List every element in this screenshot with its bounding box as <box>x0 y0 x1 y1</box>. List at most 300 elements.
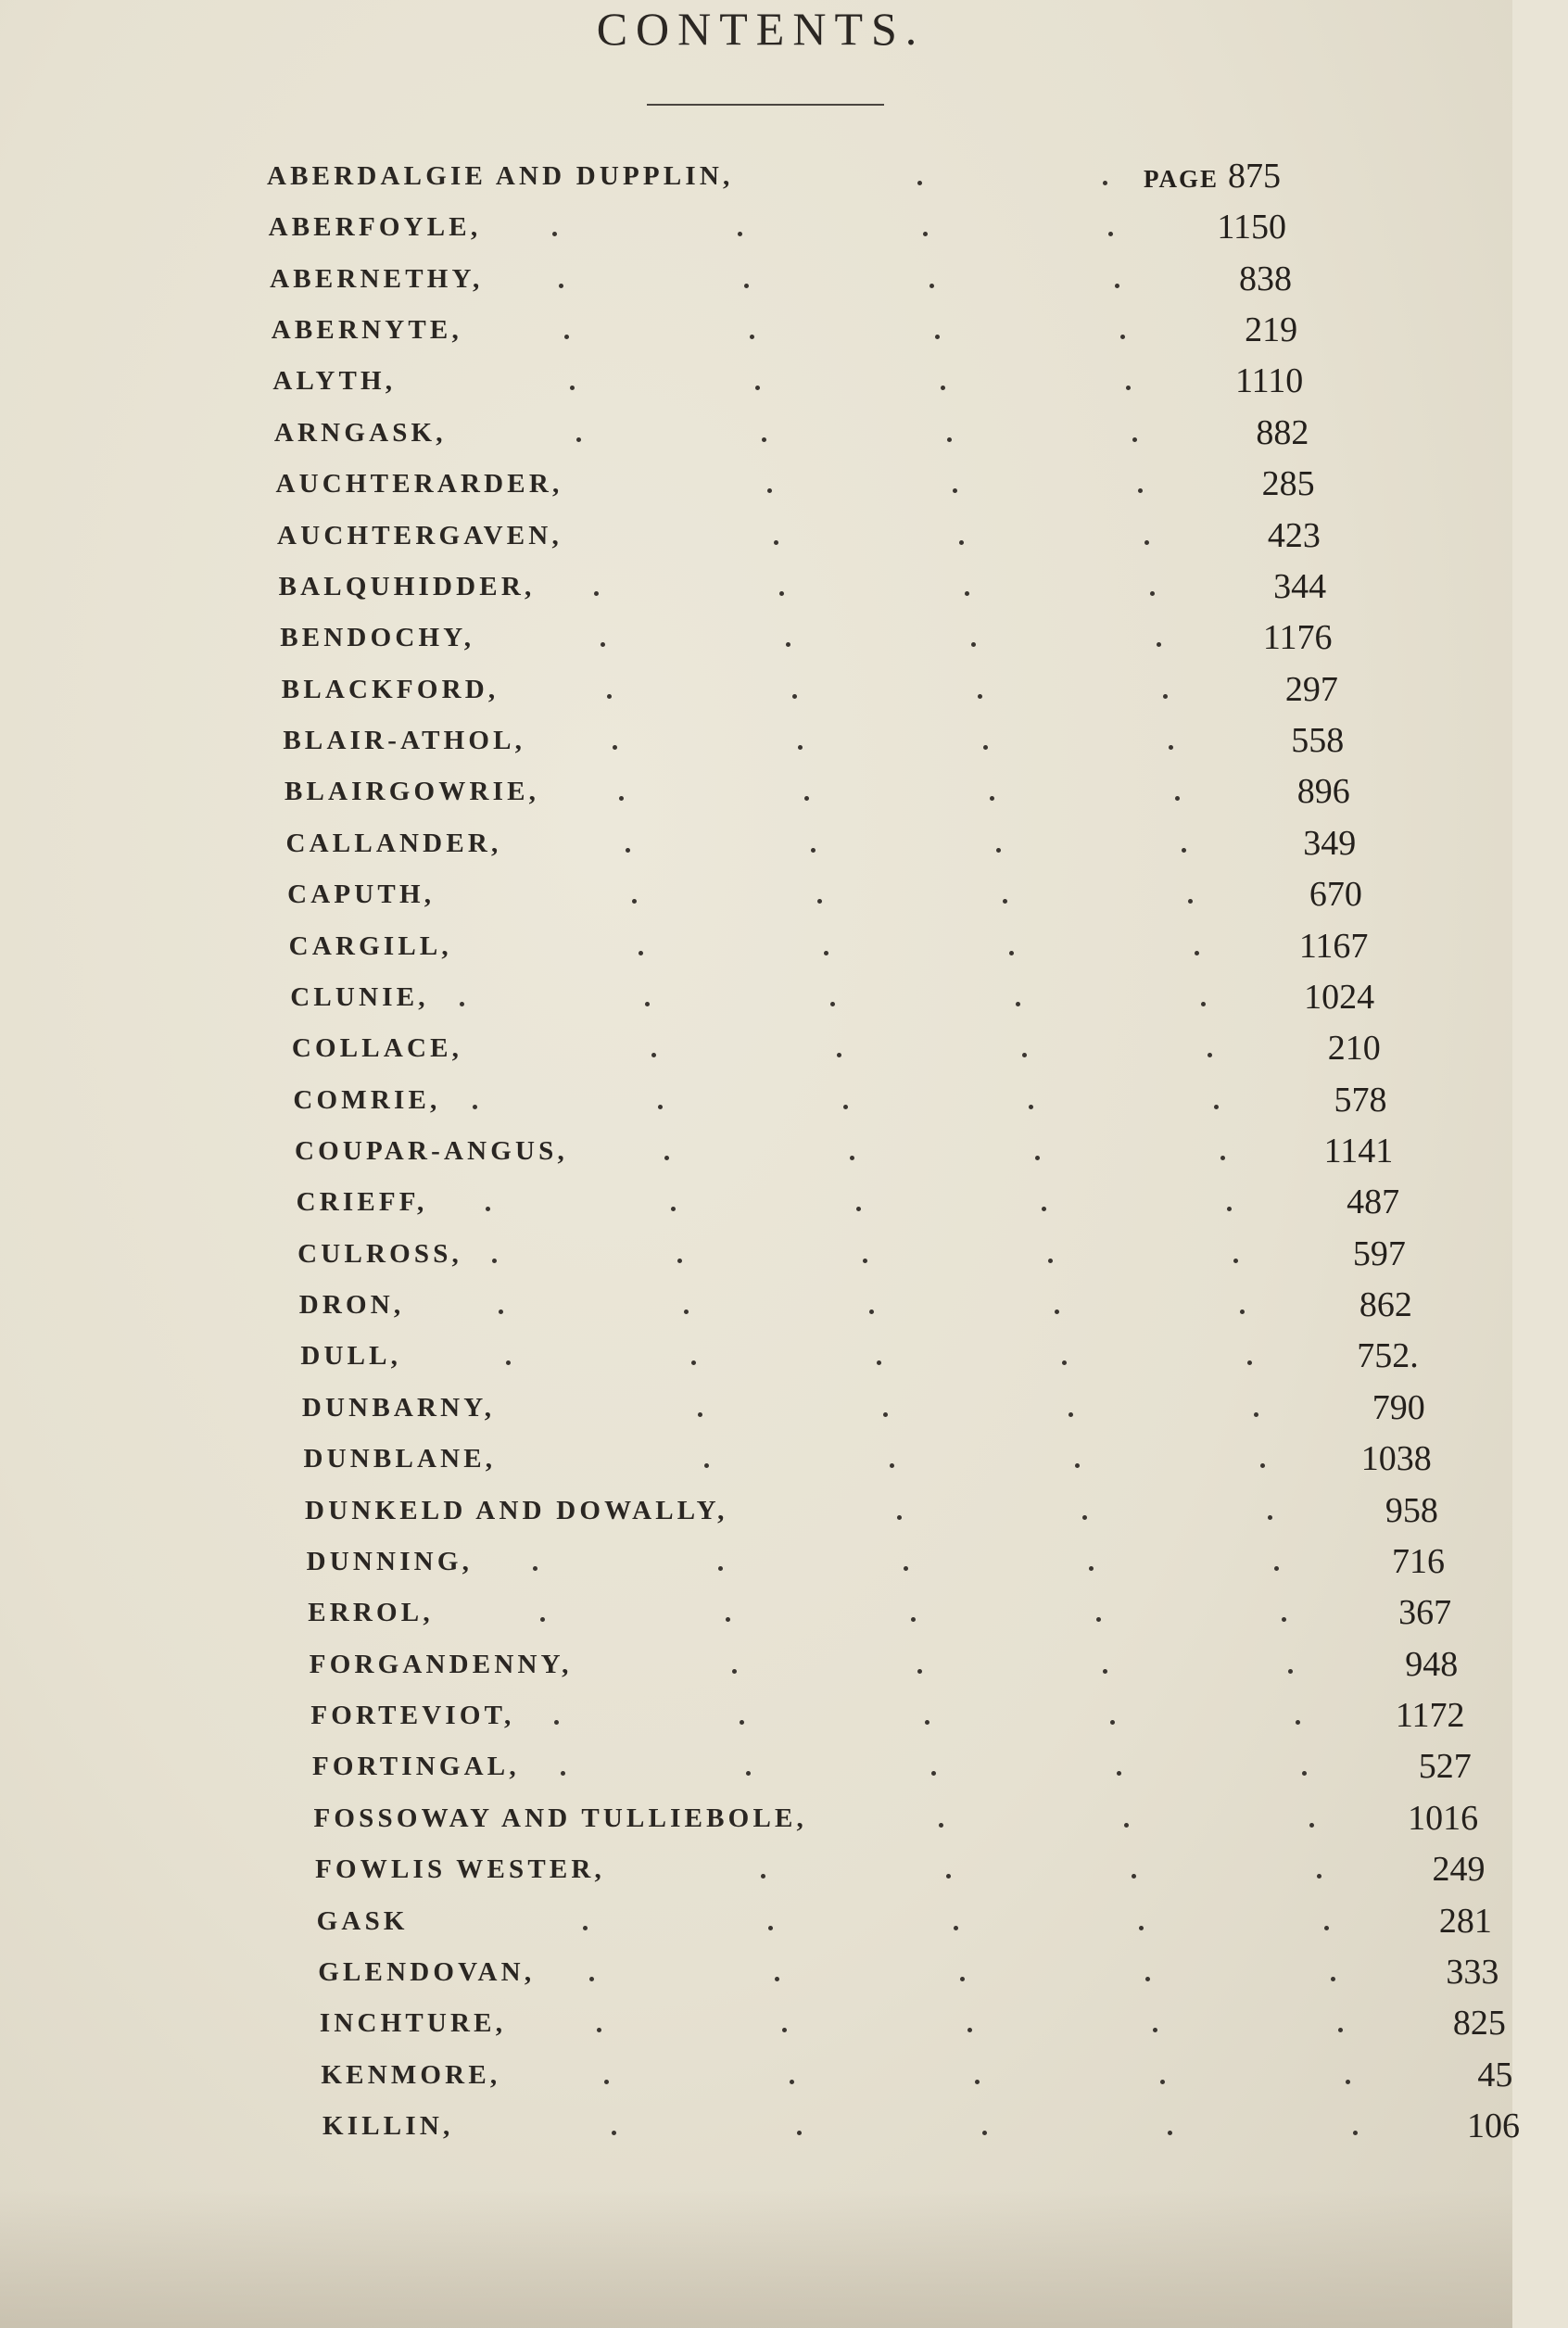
leader-dot <box>1160 2080 1165 2084</box>
toc-entry <box>310 1644 1568 1685</box>
page-title <box>0 2 1512 56</box>
leader-dot <box>931 1771 936 1776</box>
leader-dot <box>1346 2080 1350 2084</box>
entry-name: DULL, <box>300 1341 402 1372</box>
entry-name: GASK <box>316 1905 409 1936</box>
dot-leader <box>303 1438 1353 1479</box>
leader-dot <box>645 1002 650 1006</box>
leader-dot <box>967 2028 972 2032</box>
page-number-value: 862 <box>1359 1285 1412 1325</box>
entry-page-number <box>1324 1131 1394 1171</box>
dot-leader <box>297 1182 1339 1222</box>
page-number-value: 285 <box>1261 464 1315 504</box>
entry-name: CRIEFF, <box>296 1187 428 1218</box>
toc-entry <box>295 1131 1568 1171</box>
entry-page-number <box>1408 1798 1478 1839</box>
toc-entry <box>272 361 1568 401</box>
leader-dot <box>1233 1259 1238 1263</box>
leader-dot <box>583 1926 588 1930</box>
leader-dot <box>1254 1412 1258 1417</box>
leader-dot <box>750 335 754 339</box>
leader-dot <box>1331 1977 1335 1981</box>
leader-dot <box>1353 2131 1358 2135</box>
dot-leader <box>318 1952 1438 1993</box>
entry-name: DUNBLANE, <box>303 1444 497 1474</box>
leader-dot <box>768 1926 773 1930</box>
toc-entry <box>322 2106 1568 2146</box>
leader-dot <box>1182 848 1186 853</box>
entry-name: CULROSS, <box>297 1238 462 1269</box>
leader-dot <box>1208 1053 1212 1057</box>
leader-dot <box>1009 951 1014 955</box>
entry-page-number <box>1347 1182 1399 1222</box>
leader-dot <box>554 1720 559 1725</box>
entry-page-number <box>1385 1490 1438 1531</box>
dot-leader <box>310 1644 1398 1685</box>
entry-name: CALLANDER, <box>285 828 502 858</box>
dot-leader <box>305 1490 1378 1531</box>
toc-entry <box>297 1234 1568 1274</box>
leader-dot <box>1138 488 1143 493</box>
leader-dot <box>877 1360 881 1365</box>
toc-entry <box>314 1798 1568 1839</box>
dot-leader <box>283 720 1283 761</box>
toc-entry <box>290 977 1568 1018</box>
leader-dot <box>1132 437 1137 442</box>
entry-name: BLAIR-ATHOL, <box>283 726 526 756</box>
leader-dot <box>1139 1926 1144 1930</box>
entry-name: ABERFOYLE, <box>268 212 482 243</box>
entry-name: ALYTH, <box>272 366 397 397</box>
leader-dot <box>1195 951 1199 955</box>
entry-page-number <box>1353 1234 1406 1274</box>
page-number-value: 825 <box>1452 2004 1506 2043</box>
entry-page-number <box>1405 1644 1458 1685</box>
dot-leader <box>317 1901 1432 1942</box>
leader-dot <box>552 232 557 236</box>
leader-dot <box>506 1360 511 1365</box>
dot-leader <box>314 1798 1401 1839</box>
leader-dot <box>954 1926 958 1930</box>
leader-dot <box>941 386 945 390</box>
leader-dot <box>1145 1977 1150 1981</box>
dot-leader <box>286 823 1296 864</box>
page-number-value: 367 <box>1398 1593 1452 1633</box>
entry-name: AUCHTERARDER, <box>275 469 563 500</box>
leader-dot <box>883 1412 888 1417</box>
entry-name: BENDOCHY, <box>280 623 475 653</box>
leader-dot <box>856 1207 861 1211</box>
entry-page-number <box>1245 310 1297 350</box>
leader-dot <box>762 437 766 442</box>
leader-dot <box>1157 642 1161 647</box>
leader-dot <box>691 1360 696 1365</box>
entry-name: DRON, <box>298 1290 405 1321</box>
leader-dot <box>830 1002 835 1006</box>
leader-dot <box>499 1310 503 1314</box>
toc-entry <box>310 1695 1568 1736</box>
dot-leader <box>322 2106 1460 2146</box>
leader-dot <box>570 386 575 390</box>
leader-dot <box>561 1771 565 1776</box>
entry-page-number <box>1433 1849 1486 1890</box>
leader-dot <box>959 540 964 545</box>
leader-dot <box>1110 1720 1115 1725</box>
leader-dot <box>1214 1105 1219 1109</box>
page-shadow <box>0 2189 1512 2328</box>
leader-dot <box>460 1002 464 1006</box>
leader-dot <box>594 591 599 596</box>
entry-page-number <box>1359 1284 1412 1325</box>
entry-name: GLENDOVAN, <box>318 1956 536 1987</box>
leader-dot <box>1296 1720 1300 1725</box>
page-number-value: 281 <box>1438 1901 1492 1941</box>
page-number-value: 1038 <box>1360 1439 1432 1479</box>
dot-leader <box>282 669 1278 710</box>
entry-name: BLACKFORD, <box>281 674 499 704</box>
toc-entry <box>308 1592 1568 1633</box>
leader-dot <box>782 2028 787 2032</box>
leader-dot <box>1317 1874 1321 1879</box>
toc-entry <box>270 259 1568 299</box>
leader-dot <box>947 437 952 442</box>
dot-leader <box>315 1849 1424 1890</box>
dot-leader <box>289 926 1292 967</box>
toc-entry <box>318 1952 1568 1993</box>
page-number-value: 1167 <box>1298 926 1369 966</box>
leader-dot <box>1153 2028 1157 2032</box>
leader-dot <box>746 1771 751 1776</box>
dot-leader <box>269 207 1210 247</box>
leader-dot <box>1144 540 1149 545</box>
entry-page-number <box>1396 1695 1465 1736</box>
toc-entry <box>312 1746 1568 1787</box>
leader-dot <box>960 1977 965 1981</box>
leader-dot <box>704 1463 709 1468</box>
leader-dot <box>767 488 772 493</box>
entry-name: BLAIRGOWRIE, <box>284 777 540 807</box>
leader-dot <box>613 745 617 750</box>
leader-dot <box>790 2080 794 2084</box>
dot-leader <box>272 310 1237 350</box>
entry-name: CLUNIE, <box>290 981 429 1012</box>
leader-dot <box>797 2131 802 2135</box>
entry-page-number <box>1304 977 1374 1018</box>
dot-leader <box>280 617 1256 658</box>
entry-page-number <box>1334 1080 1386 1120</box>
page-number-value: 670 <box>1309 875 1362 915</box>
entry-page-number <box>1357 1335 1419 1376</box>
dot-leader <box>292 1028 1321 1069</box>
leader-dot <box>1075 1463 1080 1468</box>
toc-entry <box>272 310 1568 350</box>
entry-page-number <box>1268 515 1321 556</box>
leader-dot <box>774 540 778 545</box>
leader-dot <box>786 642 790 647</box>
toc-entry <box>317 1901 1568 1942</box>
leader-dot <box>612 2131 616 2135</box>
leader-dot <box>1117 1771 1121 1776</box>
entry-page-number <box>1439 1901 1492 1942</box>
leader-dot <box>684 1310 689 1314</box>
entry-page-number <box>1256 412 1309 453</box>
entry-page-number <box>1453 2003 1506 2043</box>
entry-page-number <box>1477 2055 1512 2095</box>
leader-dot <box>923 232 928 236</box>
page-number-value: 1016 <box>1408 1798 1479 1838</box>
leader-dot <box>843 1105 848 1109</box>
leader-dot <box>1126 386 1131 390</box>
entry-name: BALQUHIDDER, <box>278 571 536 601</box>
dot-leader <box>297 1234 1346 1274</box>
leader-dot <box>1082 1515 1087 1520</box>
leader-dot <box>1338 2028 1343 2032</box>
page-number-value: 45 <box>1477 2055 1513 2094</box>
entry-name: FORTEVIOT, <box>310 1701 515 1731</box>
leader-dot <box>935 335 940 339</box>
entry-name: FOWLIS WESTER, <box>315 1854 605 1885</box>
toc-entry <box>302 1387 1568 1428</box>
entry-name: DUNKELD AND DOWALLY, <box>305 1495 728 1525</box>
leader-dot <box>1048 1259 1053 1263</box>
entry-page-number <box>1361 1438 1432 1479</box>
page-number-value: 958 <box>1385 1490 1438 1530</box>
leader-dot <box>978 694 982 699</box>
toc-entry <box>297 1182 1568 1222</box>
leader-dot <box>626 848 630 853</box>
leader-dot <box>589 1977 594 1981</box>
leader-dot <box>775 1977 779 1981</box>
page-number-value: 558 <box>1291 721 1345 761</box>
leader-dot <box>1188 899 1193 904</box>
leader-dot <box>917 1669 922 1674</box>
page-number-value: 249 <box>1432 1850 1486 1890</box>
toc-entry <box>303 1438 1568 1479</box>
dot-leader <box>302 1387 1365 1428</box>
entry-name: FORTINGAL, <box>311 1752 520 1782</box>
entry-name: ARNGASK, <box>273 417 447 448</box>
leader-dot <box>651 1053 656 1057</box>
toc-entry <box>283 720 1568 761</box>
leader-dot <box>1016 1002 1020 1006</box>
entry-name: CARGILL, <box>288 930 452 961</box>
dot-leader <box>279 566 1267 607</box>
leader-dot <box>1042 1207 1046 1211</box>
dot-leader <box>274 412 1249 453</box>
entry-name: COMRIE, <box>293 1084 441 1115</box>
entry-name: ABERNETHY, <box>270 263 484 294</box>
leader-dot <box>1240 1310 1245 1314</box>
dot-leader <box>270 259 1232 299</box>
leader-dot <box>540 1617 545 1622</box>
entry-page-number <box>1291 720 1344 761</box>
leader-dot <box>929 284 934 288</box>
entry-name: COUPAR-ANGUS, <box>295 1136 568 1166</box>
leader-dot <box>632 899 637 904</box>
page-number-value: 1172 <box>1395 1696 1465 1736</box>
toc-entry <box>279 566 1568 607</box>
leader-dot <box>677 1259 682 1263</box>
entry-name: ABERNYTE, <box>271 315 462 346</box>
leader-dot <box>576 437 581 442</box>
entry-name: KENMORE, <box>321 2059 501 2090</box>
leader-dot <box>863 1259 867 1263</box>
dot-leader <box>275 463 1254 504</box>
entry-name: DUNNING, <box>306 1546 474 1576</box>
entry-page-number <box>1263 617 1333 658</box>
dot-leader <box>300 1335 1349 1376</box>
entry-page-number <box>1392 1541 1445 1582</box>
leader-dot <box>604 2080 609 2084</box>
entry-name: CAPUTH, <box>287 879 436 910</box>
leader-dot <box>975 2080 980 2084</box>
page-number-value: 423 <box>1267 515 1321 555</box>
leader-dot <box>911 1617 916 1622</box>
dot-leader <box>285 771 1290 812</box>
toc-entry <box>300 1335 1568 1376</box>
toc-entry <box>289 926 1568 967</box>
leader-dot <box>755 386 760 390</box>
leader-dot <box>1096 1617 1101 1622</box>
leader-dot <box>1062 1360 1067 1365</box>
entry-page-number <box>1299 926 1369 967</box>
leader-dot <box>890 1463 894 1468</box>
toc-entry <box>280 617 1568 658</box>
toc-entry <box>287 874 1568 915</box>
dot-leader <box>299 1284 1352 1325</box>
leader-dot <box>1201 1002 1206 1006</box>
entry-name: COLLACE, <box>291 1033 463 1064</box>
leader-dot <box>738 232 742 236</box>
toc-entry <box>315 1849 1568 1890</box>
dot-leader <box>307 1541 1385 1582</box>
dot-leader <box>310 1695 1388 1736</box>
entry-name: FORGANDENNY, <box>309 1649 573 1679</box>
page-number-value: 527 <box>1418 1747 1472 1787</box>
page-number-value: 1110 <box>1235 361 1304 401</box>
toc-entry <box>320 2003 1568 2043</box>
leader-dot <box>953 488 957 493</box>
leader-dot <box>664 1156 669 1160</box>
leader-dot <box>1022 1053 1027 1057</box>
leader-dot <box>817 899 822 904</box>
leader-dot <box>850 1156 854 1160</box>
leader-dot <box>619 796 624 801</box>
entry-page-number <box>1262 463 1315 504</box>
leader-dot <box>607 694 612 699</box>
entry-page-number <box>1235 361 1303 401</box>
dot-leader <box>287 874 1302 915</box>
leader-dot <box>761 1874 765 1879</box>
leader-dot <box>492 1259 497 1263</box>
leader-dot <box>559 284 563 288</box>
leader-dot <box>1163 694 1168 699</box>
leader-dot <box>1150 591 1155 596</box>
entry-page-number <box>1419 1746 1472 1787</box>
leader-dot <box>671 1207 676 1211</box>
leader-dot <box>1003 899 1007 904</box>
leader-dot <box>1268 1515 1272 1520</box>
entry-page-number <box>1446 1952 1498 1993</box>
leader-dot <box>792 694 797 699</box>
entry-name: INCHTURE, <box>319 2008 507 2039</box>
toc-entry <box>282 669 1568 710</box>
leader-dot <box>1035 1156 1040 1160</box>
leader-dot <box>564 335 569 339</box>
page-number-value: 1141 <box>1323 1132 1394 1170</box>
entry-name: ERROL, <box>308 1598 434 1628</box>
leader-dot <box>740 1720 744 1725</box>
page-number-value: 716 <box>1391 1541 1445 1581</box>
leader-dot <box>1120 335 1125 339</box>
entry-page-number <box>1303 823 1356 864</box>
leader-dot <box>1168 2131 1172 2135</box>
leader-dot <box>1055 1310 1059 1314</box>
dot-leader <box>320 2003 1446 2043</box>
leader-dot <box>639 951 643 955</box>
page-number-value: 597 <box>1352 1234 1406 1273</box>
entry-page-number <box>1217 207 1286 247</box>
toc-entry <box>321 2055 1568 2095</box>
dot-leader <box>290 977 1296 1018</box>
leader-dot <box>939 1823 943 1828</box>
toc-entry <box>305 1490 1568 1531</box>
leader-dot <box>486 1207 490 1211</box>
leader-dot <box>982 2131 987 2135</box>
entry-page-number <box>1144 156 1281 199</box>
toc-entry <box>274 412 1568 453</box>
toc-entry <box>286 823 1568 864</box>
toc-entry <box>307 1541 1568 1582</box>
page-number-value: 1176 <box>1262 618 1333 658</box>
leader-dot <box>1274 1566 1279 1571</box>
page-number-value: 838 <box>1239 259 1293 298</box>
dot-leader <box>295 1131 1317 1171</box>
entry-name: ABERDALGIE AND DUPPLIN, <box>267 161 734 191</box>
leader-dot <box>1260 1463 1265 1468</box>
leader-dot <box>1247 1360 1252 1365</box>
dot-leader <box>293 1080 1326 1120</box>
page-number-value: 790 <box>1372 1387 1425 1427</box>
leader-dot <box>1103 1669 1107 1674</box>
leader-dot <box>1220 1156 1225 1160</box>
page-number-value: 219 <box>1245 310 1298 350</box>
entry-name: FOSSOWAY AND TULLIEBOLE, <box>313 1803 807 1833</box>
toc-entry <box>275 463 1568 504</box>
leader-dot <box>1115 284 1119 288</box>
page-number-value: 487 <box>1347 1183 1400 1222</box>
leader-dot <box>869 1310 874 1314</box>
toc-entry <box>293 1080 1568 1120</box>
toc-entry <box>269 207 1568 247</box>
page-title-text: CONTENTS. <box>596 3 926 55</box>
entry-page-number <box>1309 874 1362 915</box>
entry-name: AUCHTERGAVEN, <box>277 520 563 550</box>
leader-dot <box>601 642 605 647</box>
leader-dot <box>965 591 969 596</box>
page-number-value: 948 <box>1405 1644 1459 1684</box>
leader-dot <box>1089 1566 1094 1571</box>
toc-entry <box>285 771 1568 812</box>
page-number-value: 752. <box>1357 1336 1419 1376</box>
leader-dot <box>1169 745 1173 750</box>
page-number-value: 882 <box>1256 412 1309 452</box>
entry-page-number <box>1328 1028 1381 1069</box>
page-number-value: 578 <box>1334 1080 1387 1120</box>
page-number-value: 349 <box>1303 823 1357 863</box>
leader-dot <box>658 1105 663 1109</box>
page-number-value: 210 <box>1327 1029 1381 1069</box>
